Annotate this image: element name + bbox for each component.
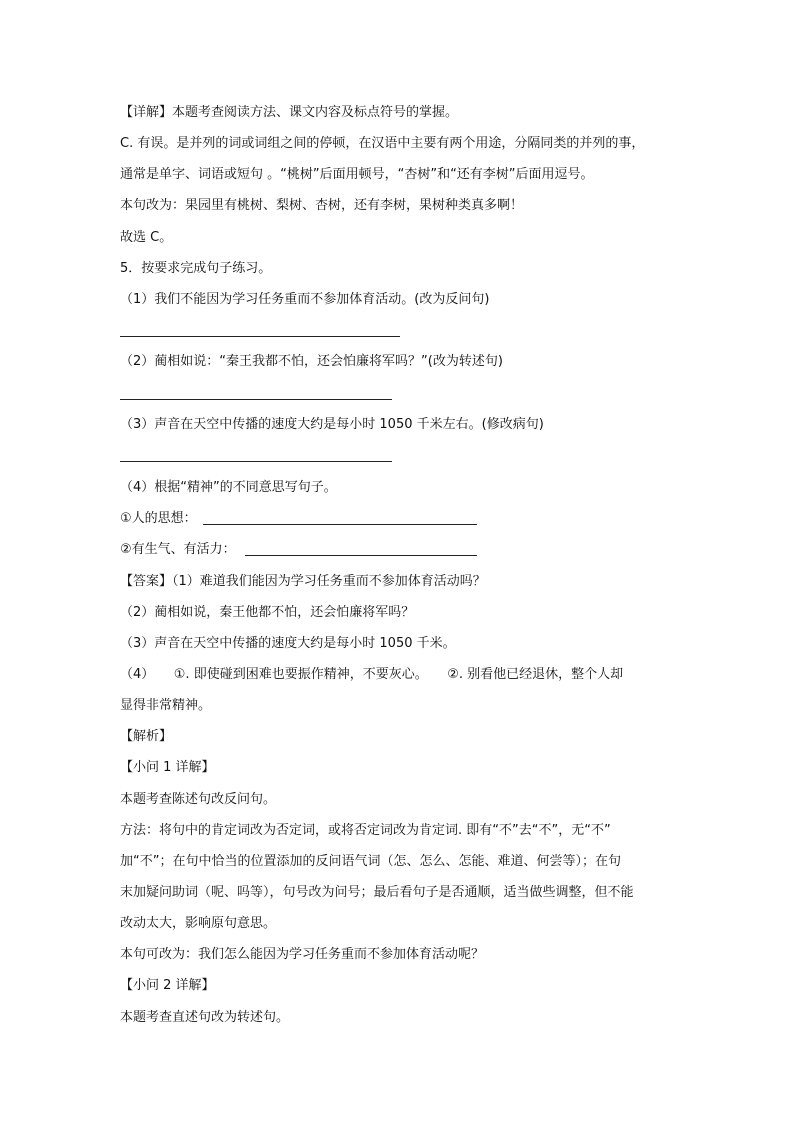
- answer-blank-2: [120, 399, 392, 400]
- sub-question-2-topic: 本题考查直述句改为转述句。: [120, 1010, 290, 1025]
- answer-2: （2）蔺相如说，秦王他都不怕，还会怕廉将军吗？: [120, 605, 415, 620]
- question-5-4: （4）根据“精神”的不同意思写句子。: [120, 480, 337, 495]
- option-c-analysis: C. 有误。是并列的词或词组之间的停顿，在汉语中主要有两个用途，分隔同类的并列的事，: [120, 136, 645, 151]
- method-line-1: 方法：将句中的肯定词改为否定词，或将否定词改为肯定词. 即有“不”去“不”，无“不”: [120, 823, 611, 838]
- question-5-4-a: ①人的思想：: [120, 511, 197, 526]
- question-5-title: 5．按要求完成句子练习。: [120, 261, 272, 276]
- question-5-4-b: ②有生气、有活力：: [120, 542, 236, 557]
- analysis-heading: 【解析】: [120, 729, 173, 744]
- answer-blank-4a: [203, 524, 477, 525]
- option-c-analysis-cont: 通常是单字、词语或短句 。“桃树”后面用顿号，“杏树”和“还有李树”后面用逗号。: [120, 167, 594, 182]
- method-line-4: 改动太大，影响原句意思。: [120, 916, 277, 931]
- answer-blank-3: [120, 461, 392, 462]
- sub-question-1-heading: 【小问 1 详解】: [120, 760, 215, 775]
- answer-choice: 故选 C。: [120, 230, 173, 245]
- rewritten-sentence: 本句可改为：我们怎么能因为学习任务重而不参加体育活动呢？: [120, 947, 485, 962]
- answer-blank-4b: [245, 555, 477, 556]
- sub-question-2-heading: 【小问 2 详解】: [120, 978, 215, 993]
- explanation-heading: 【详解】本题考查阅读方法、课文内容及标点符号的掌握。: [120, 105, 459, 120]
- answer-1: 【答案】（1）难道我们能因为学习任务重而不参加体育活动吗？: [120, 574, 486, 589]
- corrected-sentence: 本句改为：果园里有桃树、梨树、杏树，还有李树，果树种类真多啊！: [120, 198, 524, 213]
- answer-3: （3）声音在天空中传播的速度大约是每小时 1050 千米。: [120, 636, 456, 651]
- method-line-2: 加“不”；在句中恰当的位置添加的反问语气词（怎、怎么、怎能、难道、何尝等）；在句: [120, 854, 621, 869]
- question-5-1: （1）我们不能因为学习任务重而不参加体育活动。(改为反问句): [120, 292, 490, 307]
- answer-4: （4） ①. 即使碰到困难也要振作精神，不要灰心。 ②. 别看他已经退休，整个人却: [120, 667, 624, 682]
- method-line-3: 末加疑问助词（呢、吗等），句号改为问号；最后看句子是否通顺，适当做些调整，但不能: [120, 885, 634, 900]
- question-5-3: （3）声音在天空中传播的速度大约是每小时 1050 千米左右。(修改病句): [120, 417, 544, 432]
- answer-blank-1: [120, 336, 400, 337]
- question-5-2: （2）蔺相如说：“秦王我都不怕，还会怕廉将军吗？”(改为转述句): [120, 354, 503, 369]
- answer-4-cont: 显得非常精神。: [120, 698, 212, 713]
- sub-question-1-topic: 本题考查陈述句改反问句。: [120, 792, 277, 807]
